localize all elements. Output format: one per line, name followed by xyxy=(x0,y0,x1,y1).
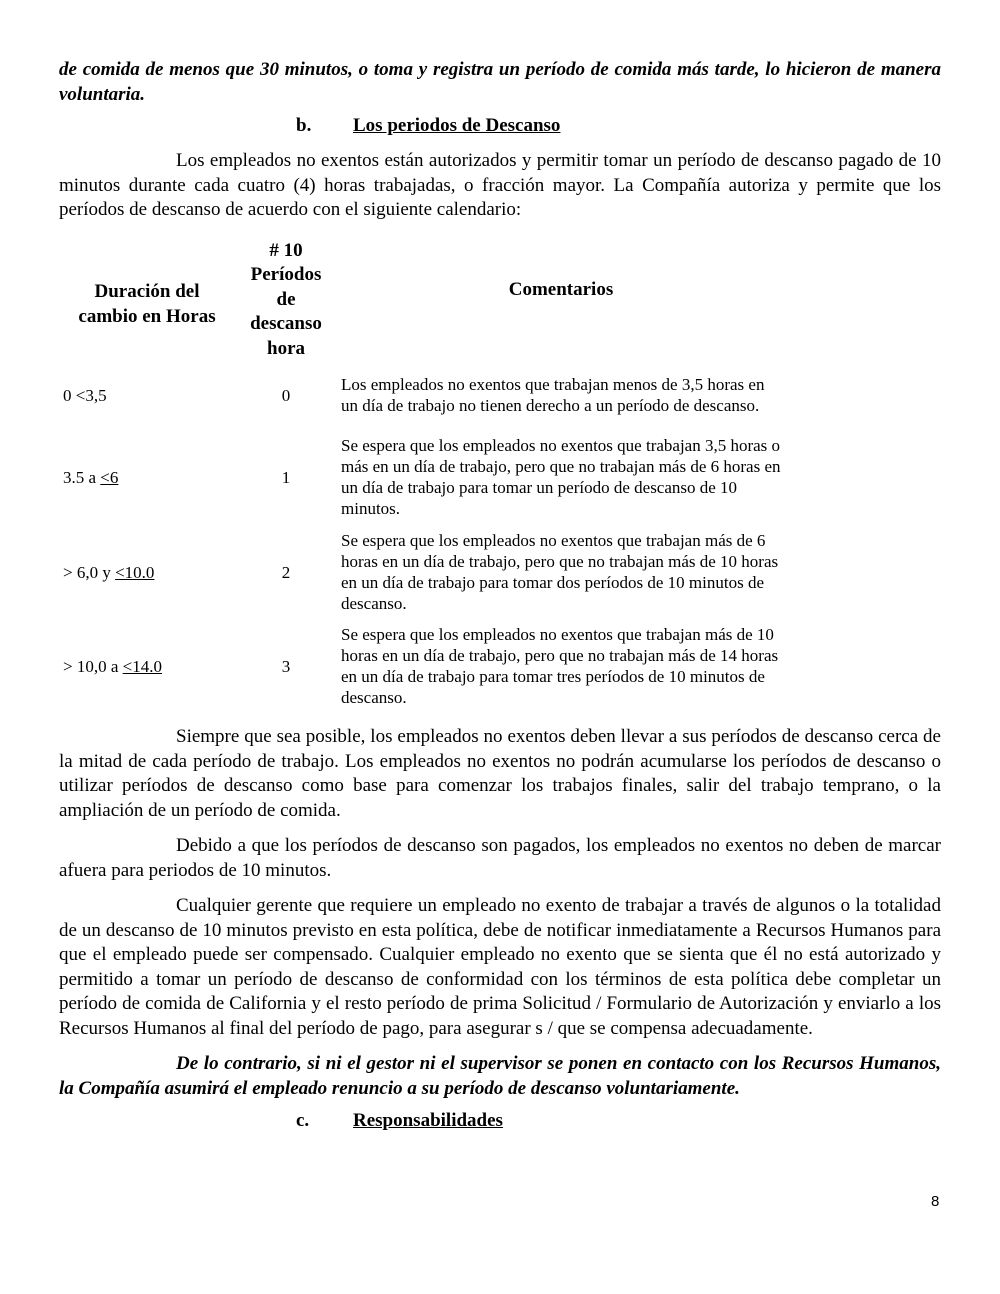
row-comment: Se espera que los empleados no exentos que trabajan 3,5 horas o más en un día de trabajo, pero que no trabajan más de 6 horas en un día de trabajo para tomar un período de descanso de 10 minutos. xyxy=(341,436,781,518)
row-duration-prefix: > 6,0 y xyxy=(63,562,116,582)
manager-notification-paragraph: Cualquier gerente que requiere un empleado no exento de trabajar a través de algunos o la totalidad de un descanso de 10 minutos previsto en esta política, debe de notificar inmediatamente a Recursos Humanos para que el empleado puede ser compensado. Cualquier empleado no exento que se sienta que él no está autorizado y permitido a tomar un período de descanso de conformidad con los términos de esta política debe completar un período de comida de California y el resto período de prima Solicitud / Formulario de Autorización y enviarlo a los Recursos Humanos al final del período de pago, para asegurar s / que se compensa adecuadamente. xyxy=(59,895,941,1039)
table-header-row xyxy=(59,239,781,362)
document-page xyxy=(59,58,941,1133)
row-duration xyxy=(59,429,231,525)
section-b-title: Los periodos de Descanso xyxy=(353,115,561,136)
section-c-title: Responsabilidades xyxy=(353,1110,503,1131)
table-row xyxy=(59,429,781,525)
row-comment: Se espera que los empleados no exentos que trabajan más de 6 horas en un día de trabajo, pero que no trabajan más de 10 horas en un día de trabajo para tomar dos períodos de 10 minutos de descanso. xyxy=(341,531,779,613)
intro-italic-paragraph: de comida de menos que 30 minutos, o toma y registra un período de comida más tarde, lo hicieron de manera voluntaria. xyxy=(59,59,941,105)
row-duration xyxy=(59,525,231,619)
header-periods-text: # 10 Períodos de descanso hora xyxy=(250,239,322,359)
row-periods: 1 xyxy=(281,467,291,487)
row-periods: 2 xyxy=(281,562,291,582)
section-c-letter: c. xyxy=(296,1110,310,1131)
waiver-italic-paragraph: De lo contrario, si ni el gestor ni el supervisor se ponen en contacto con los Recursos Humanos, la Compañía asumirá el empleado renuncio a su período de descanso voluntariamente. xyxy=(59,1053,941,1099)
header-comments: Comentarios xyxy=(508,278,614,300)
section-b-letter: b. xyxy=(296,115,312,136)
row-periods: 0 xyxy=(281,385,291,405)
row-duration xyxy=(59,619,231,713)
paid-rest-paragraph: Debido a que los períodos de descanso son pagados, los empleados no exentos no deben de marcar afuera para periodos de 10 minutos. xyxy=(59,835,941,881)
row-comment: Se espera que los empleados no exentos que trabajan más de 10 horas en un día de trabajo, pero que no trabajan más de 14 horas en un día de trabajo para tomar tres períodos de 10 minutos de descanso. xyxy=(341,625,779,707)
row-duration-underlined: <6 xyxy=(100,467,119,487)
section-b-heading xyxy=(59,114,941,138)
table-row xyxy=(59,525,781,619)
row-duration-prefix: > 10,0 a xyxy=(63,656,123,676)
rest-period-intro-paragraph: Los empleados no exentos están autorizados y permitir tomar un período de descanso pagado de 10 minutos durante cada cuatro (4) horas trabajadas, o fracción mayor. La Compañía autoriza y permite que los períodos de descanso de acuerdo con el siguiente calendario: xyxy=(59,150,941,220)
row-duration-underlined: <10.0 xyxy=(115,562,155,582)
row-duration-underlined: <14.0 xyxy=(122,656,162,676)
table-row xyxy=(59,619,781,713)
row-duration xyxy=(59,361,231,429)
row-comment: Los empleados no exentos que trabajan menos de 3,5 horas en un día de trabajo no tienen derecho a un período de descanso. xyxy=(341,375,765,415)
header-duration: Duración del cambio en Horas xyxy=(78,281,216,327)
table-row xyxy=(59,361,781,429)
row-duration-prefix: 3.5 a xyxy=(63,467,101,487)
row-duration-prefix: 0 <3,5 xyxy=(63,385,107,405)
rest-period-timing-paragraph: Siempre que sea posible, los empleados no exentos deben llevar a sus períodos de descanso cerca de la mitad de cada período de trabajo. Los empleados no exentos no podrán acumularse los períodos de descanso o utilizar períodos de descanso como base para comenzar los trabajos finales, salir del trabajo temprano, o la ampliación de un período de comida. xyxy=(59,726,941,821)
header-periods xyxy=(231,239,341,362)
row-periods: 3 xyxy=(281,656,291,676)
page-number: 8 xyxy=(931,1193,940,1210)
rest-period-schedule-table xyxy=(59,239,781,714)
section-c-heading xyxy=(59,1109,941,1133)
